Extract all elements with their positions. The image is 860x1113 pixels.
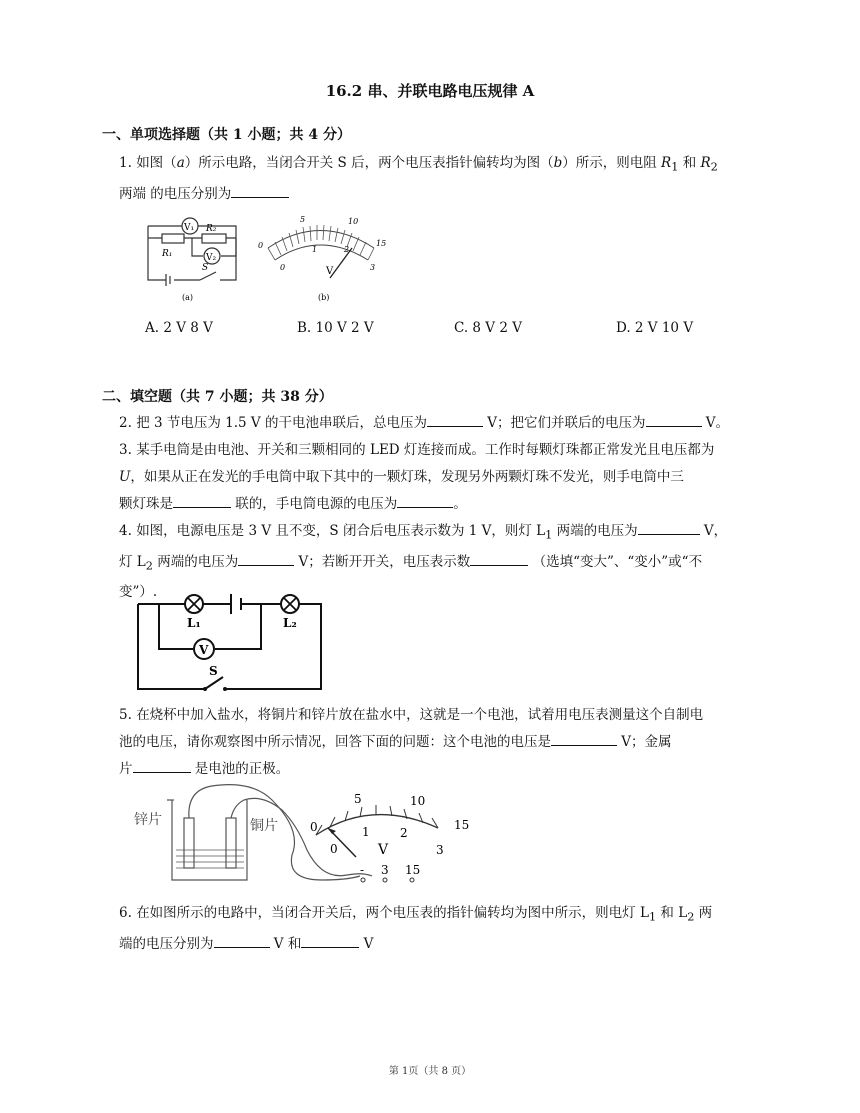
answer-blank[interactable] [646,412,702,427]
svg-text:10: 10 [348,217,359,226]
lamp-l1-label: L₁ [187,616,201,630]
svg-text:1: 1 [312,245,318,254]
svg-text:3: 3 [381,863,389,877]
answer-blank[interactable] [231,183,289,198]
svg-text:3: 3 [436,843,444,857]
svg-text:0: 0 [310,820,318,834]
page-title: 16.2 串、并联电路电压规律 A [325,82,535,100]
option-b[interactable]: B. 10 V 2 V [297,320,374,336]
question-4: 4. 如图，电源电压是 3 V 且不变，S 闭合后电压表示数为 1 V，则灯 $L_1$ 两端的电压为 V， 灯 $L_2$ 两端的电压为 V；若断开开关，电压表示数 （选填“变大”、“变小”或“不 变”）. [119,518,762,606]
option-a[interactable]: A. 2 V 8 V [145,320,213,336]
page-footer: 第 1页（共 8 页） [388,1066,472,1077]
question-2: 2. 把 3 节电压为 1.5 V 的干电池串联后，总电压为 V；把它们并联后的电压为 V。 [119,410,762,437]
svg-text:2: 2 [400,826,408,840]
voltmeter-label: V [199,643,209,657]
svg-text:10: 10 [410,794,426,808]
svg-text:-: - [360,863,365,877]
answer-blank[interactable] [133,758,191,773]
figure-caption-a: (a) [182,293,194,302]
svg-text:0: 0 [258,241,264,250]
saltwater-battery-diagram [132,780,478,890]
svg-text:1: 1 [362,825,370,839]
answer-blank[interactable] [301,933,359,948]
r1-label: R₁ [162,249,173,259]
switch-label: S [202,263,209,273]
svg-text:0: 0 [280,263,286,272]
svg-text:15: 15 [405,863,421,877]
answer-blank[interactable] [427,412,483,427]
svg-text:15: 15 [376,239,387,248]
answer-blank[interactable] [638,520,700,535]
answer-blank[interactable] [238,551,294,566]
voltmeter-dial-b [250,208,390,304]
svg-text:15: 15 [454,818,470,832]
v2-label: V₂ [206,253,217,263]
question-5: 5. 在烧杯中加入盐水，将铜片和锌片放在盐水中，这就是一个电池，试着用电压表测量这个自制电 池的电压，请你观察图中所示情况，回答下面的问题：这个电池的电压是 V；金属 片 是电池的正极。 [119,707,704,777]
r2-label: R₂ [206,224,217,234]
svg-text:0: 0 [330,842,338,856]
switch-label: S [209,664,218,678]
v1-label: V₁ [184,223,195,233]
section-heading-choice: 一、单项选择题（共 1 小题；共 4 分） [102,127,351,143]
answer-blank[interactable] [551,731,617,746]
answer-blank[interactable] [470,551,528,566]
svg-text:3: 3 [370,263,376,272]
svg-text:2: 2 [344,245,350,254]
question-number: 1. [119,155,132,171]
copper-plate-label: 铜片 [250,818,278,834]
section-heading-fill: 二、填空题（共 7 小题；共 38 分） [102,389,333,405]
question-3: 3. 某手电筒是由电池、开关和三颗相同的 LED 灯连接而成。工作时每颗灯珠都正常发光且电压都为 U，如果从正在发光的手电筒中取下其中的一颗灯珠，发现另外两颗灯珠不发光，则手电筒中三 颗灯珠是 联的，手电筒电源的电压为 。 [119,442,715,512]
circuit-diagram-a [140,208,245,304]
question-1: 1. 如图（a）所示电路，当闭合开关 S 后，两个电压表指针偏转均为图（b）所示，则电阻 $R_1$ 和 $R_2$ 两端 的电压分别为 [119,155,718,202]
svg-text:5: 5 [300,215,306,224]
answer-blank[interactable] [214,933,270,948]
svg-text:5: 5 [354,792,362,806]
zinc-plate-label: 锌片 [134,812,162,828]
answer-blank[interactable] [173,493,231,508]
option-d[interactable]: D. 2 V 10 V [616,320,694,336]
question-6: 6. 在如图所示的电路中，当闭合开关后，两个电压表的指针偏转均为图中所示，则电灯 $L_1$ 和 $L_2$ 两 端的电压分别为 V 和 V [119,905,713,952]
option-c[interactable]: C. 8 V 2 V [454,320,522,336]
circuit-diagram-q4 [133,589,325,695]
lamp-l2-label: L₂ [283,616,297,630]
figure-caption-b: (b) [318,293,330,302]
svg-text:V: V [326,266,334,277]
svg-text:V: V [378,842,389,858]
answer-blank[interactable] [397,493,453,508]
choice-options [145,320,765,340]
